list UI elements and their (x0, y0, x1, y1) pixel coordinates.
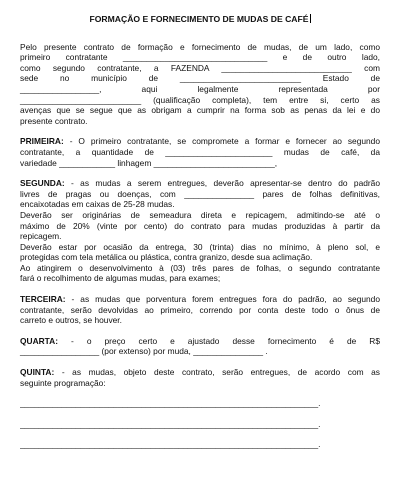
clause-segunda-line: Deverão estar por ocasião da entrega, 30 (trinta) dias no mínimo, à pleno sol, e (20, 241, 380, 252)
clause-segunda-line: Ao atingirem o desenvolvimento à (03) três pares de folhas, o segundo contratante (20, 262, 380, 273)
clause-segunda-line: livres de pragas ou doenças, com _______________ pares de folhas definitivas, (20, 188, 380, 199)
clause-quarta-line: _________________ (por extenso) por muda, _______________ . (20, 346, 268, 357)
clause-segunda-line: repicagem. (20, 231, 62, 242)
clause-segunda-label: SEGUNDA: (20, 178, 65, 189)
clause-primeira-text: - O primeiro contratante, se compromete a formar e fornecer ao segundo (63, 136, 380, 147)
intro-line: _________________, aqui legalmente representada por (20, 83, 380, 94)
clause-terceira (20, 294, 380, 326)
clause-terceira-line: carreto e outros, se houver. (20, 315, 122, 326)
text-cursor (310, 14, 311, 23)
intro-line: sede no município de __________________________ Estado de (20, 73, 380, 84)
clause-primeira-line: contratante, a quantidade de _______________________ mudas de café, da (20, 146, 380, 157)
clause-segunda-line: fará o recolhimento de algumas mudas, para exames; (20, 273, 221, 284)
contract-page (20, 14, 380, 460)
clause-segunda-line: protegidas com tela metálica ou plástica, contra granizo, desde sua aclimação. (20, 252, 313, 263)
intro-line: __________________________ (qualificação completa), tem entre si, certo as (20, 94, 380, 105)
document-title-text: FORMAÇÃO E FORNECIMENTO DE MUDAS DE CAFÉ (89, 14, 309, 24)
clause-primeira (20, 136, 380, 168)
clause-terceira-line: contratante, serão devolvidas ao primeiro, correndo por conta deste todo o ônus de (20, 304, 380, 315)
clause-segunda-line: máximo de 20% (vinte por cento) do contrato para mudas produzidas à partir da (20, 220, 380, 231)
schedule-blank-line: ________________________________________________________________. (20, 439, 321, 450)
clause-quinta-line (20, 367, 380, 378)
schedule-blank-line: ________________________________________________________________. (20, 418, 321, 429)
clause-segunda (20, 178, 380, 284)
clause-quarta-line (20, 336, 380, 347)
clause-primeira-line (20, 136, 380, 147)
intro-line: presente contrato. (20, 115, 88, 126)
clause-quinta (20, 367, 380, 450)
clause-quinta-label: QUINTA: (20, 367, 55, 378)
clause-segunda-line: encaixotadas em caixas de 25-28 mudas. (20, 199, 175, 210)
clause-terceira-text: - as mudas que porventura forem entregues fora do padrão, ao segundo (65, 294, 380, 305)
clause-terceira-line (20, 294, 380, 305)
clause-quinta-text: - as mudas, objeto deste contrato, serão entregues, de acordo com as (54, 367, 380, 378)
intro-line: primeiro contratante _______________________________ e de outro lado, (20, 52, 380, 63)
clause-quarta-text: - o preço certo e ajustado desse fornecimento é de R$ (58, 335, 380, 346)
schedule-blank-line: ________________________________________________________________. (20, 398, 321, 409)
clause-segunda-text: - as mudas a serem entregues, deverão apresentar-se dentro do padrão (64, 178, 380, 189)
clause-primeira-label: PRIMEIRA: (20, 136, 64, 147)
intro-line: Pelo presente contrato de formação e fornecimento de mudas, de um lado, como (20, 41, 380, 52)
intro-line: como segundo contratante, a FAZENDA ____________________________ com (20, 62, 380, 73)
document-title (20, 14, 380, 25)
clause-segunda-line: Deverão ser originárias de semeadura direta e repicagem, admitindo-se até o (20, 209, 380, 220)
clause-quarta (20, 336, 380, 357)
intro-line: avenças que se segue que as obrigam a cumprir na forma sob as penas da lei e do (20, 105, 380, 116)
clause-terceira-label: TERCEIRA: (20, 294, 66, 305)
clause-segunda-line (20, 178, 380, 189)
clause-quarta-label: QUARTA: (20, 335, 58, 346)
clause-quinta-line: seguinte programação: (20, 377, 106, 388)
clause-primeira-line: variedade ____________ linhagem __________________________, (20, 157, 278, 168)
intro-paragraph (20, 42, 380, 127)
